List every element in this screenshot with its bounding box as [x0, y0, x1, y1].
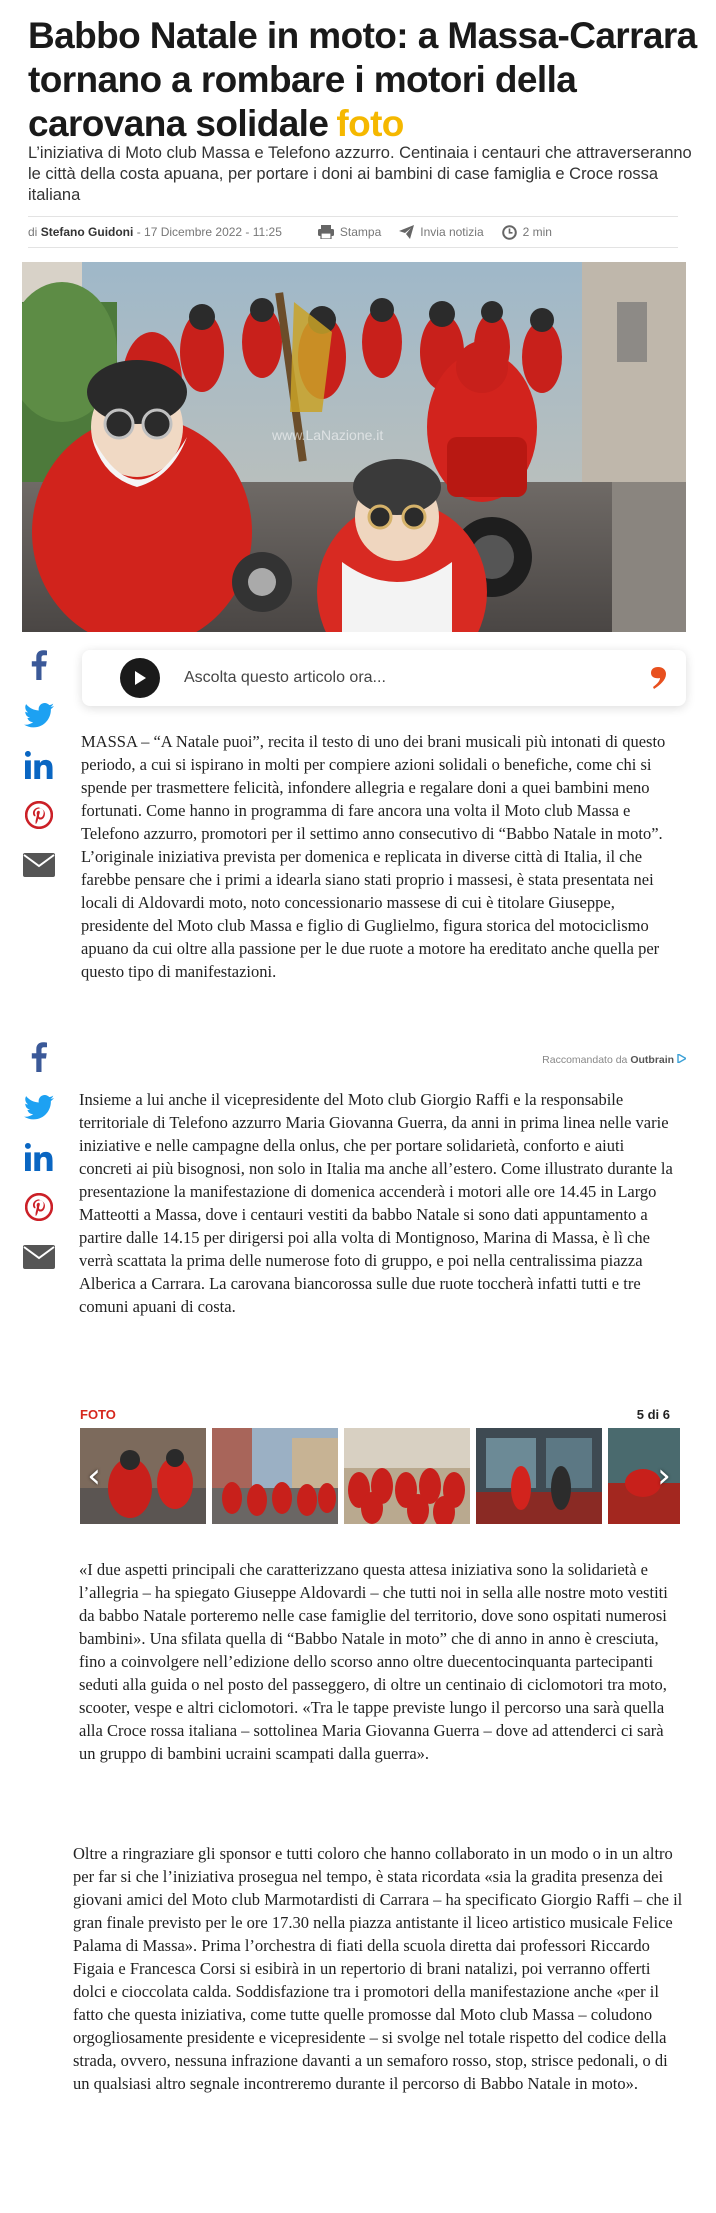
gallery-thumb[interactable]	[212, 1428, 338, 1524]
byline-actions	[318, 225, 552, 240]
audio-play-button[interactable]	[120, 658, 160, 698]
facebook-share-button[interactable]	[22, 648, 56, 682]
chevron-right-icon: ›	[657, 1456, 671, 1496]
outbrain-adchoice-icon	[677, 1054, 686, 1063]
twitter-share-button[interactable]	[22, 698, 56, 732]
pinterest-icon	[25, 1193, 53, 1221]
clock-icon	[502, 225, 517, 240]
send-news-button[interactable]	[399, 225, 483, 239]
facebook-icon	[31, 650, 47, 680]
gallery-label: FOTO	[80, 1407, 116, 1422]
pinterest-share-button[interactable]	[22, 1190, 56, 1224]
share-bar-top	[22, 648, 56, 882]
photo-gallery	[80, 1428, 680, 1524]
audio-player	[82, 650, 686, 706]
byline-author[interactable]: Stefano Guidoni	[40, 225, 134, 239]
play-icon	[133, 670, 147, 686]
share-bar-middle	[22, 1040, 56, 1274]
audio-player-label: Ascolta questo articolo ora...	[184, 669, 386, 686]
body-paragraph-3: «I due aspetti principali che caratterizzano questa attesa iniziativa sono la solidarietà e l’allegria – ha spiegato Giuseppe Aldovardi – che tutti noi in sella alle nostre moto vestiti da babbo Natale porteremo nelle case famiglie del territorio, dove sono ospitati numerosi bambini». Una sfilata quella di “Babbo Natale in moto” che di anno in anno è cresciuta, fino a coinvolgere nell’edizione dello scorso anno oltre duecentocinquanta partecipanti seduti alla guida o nel posto del passeggero, di oltre un centinaio di ciclomotori tra moto, scooter, vespe e altri ciclomotori. «Tra le tappe previste lungo il percorso una sarà quella alla Croce rossa italiana – sottolinea Maria Giovanna Guerra – dove ad attenderci ci sarà un gruppo di bambini ucraini scampati dalla guerra».	[79, 1560, 668, 1763]
print-label: Stampa	[339, 225, 382, 239]
twitter-icon	[24, 1095, 54, 1120]
gallery-header	[80, 1407, 670, 1422]
byline-date: - 17 Dicembre 2022 - 11:25	[136, 225, 282, 239]
chevron-left-icon: ‹	[87, 1456, 101, 1496]
send-news-label: Invia notizia	[420, 225, 484, 239]
outbrain-prefix: Raccomandato da	[542, 1054, 628, 1066]
audio-brand-icon	[650, 667, 666, 689]
gallery-thumb-image	[212, 1428, 338, 1524]
hero-watermark: www.LaNazione.it	[272, 427, 384, 443]
outbrain-recommend[interactable]	[510, 1054, 686, 1066]
headline-foto-tag[interactable]: foto	[336, 103, 404, 144]
byline-prefix: di	[28, 225, 38, 239]
body-paragraph-1: MASSA – “A Natale puoi”, recita il testo di uno dei brani musicali più intonati di questo periodo, a cui si ispirano in molti per compiere azioni solidali o benefiche, come chi si spende per trasmettere felicità, infondere allegria e regalare doni a quei bambini meno fortunati. Come hanno in programma di fare ancora una volta il Moto club Massa e Telefono azzurro, promotori per il settimo anno consecutivo di “Babbo Natale in moto”. L’originale iniziativa prevista per domenica e replicata in diverse città di Italia, il che farebbe pensare che i primi a idearla siano stati proprio i massesi, è stata presentata nei locali di Aldovardi moto, noto concessionario massese di cui è titolare Giuseppe, presidente del Moto club Massa e figlio di Guglielmo, figura storica del motociclismo apuano da cui oltre alla passione per le due ruote a motore ha ereditato anche quella per questo tipo di manifestazioni.	[81, 732, 666, 981]
gallery-thumb[interactable]	[476, 1428, 602, 1524]
twitter-icon	[24, 703, 54, 728]
paper-plane-icon	[399, 225, 414, 239]
print-button[interactable]	[318, 225, 381, 239]
email-share-button[interactable]	[22, 848, 56, 882]
gallery-thumb[interactable]	[344, 1428, 470, 1524]
article-subtitle: L’iniziativa di Moto club Massa e Telefono azzurro. Centinaia i centauri che attraverseranno le città della costa apuana, per portare i doni ai bambini di case famiglia e Croce rossa italiana	[28, 144, 692, 204]
email-icon	[23, 853, 55, 877]
linkedin-share-button[interactable]	[22, 1140, 56, 1174]
byline-bar	[28, 216, 678, 248]
article-headline	[28, 14, 698, 146]
linkedin-share-button[interactable]	[22, 748, 56, 782]
linkedin-icon	[25, 1143, 53, 1171]
outbrain-brand: Outbrain	[630, 1054, 675, 1066]
email-icon	[23, 1245, 55, 1269]
pinterest-icon	[25, 801, 53, 829]
email-share-button[interactable]	[22, 1240, 56, 1274]
facebook-share-button[interactable]	[22, 1040, 56, 1074]
gallery-thumb-image	[344, 1428, 470, 1524]
pinterest-share-button[interactable]	[22, 798, 56, 832]
read-time	[502, 225, 552, 240]
headline-text: Babbo Natale in moto: a Massa-Carrara tornano a rombare i motori della carovana solidale	[28, 15, 697, 144]
linkedin-icon	[25, 751, 53, 779]
body-paragraph-4: Oltre a ringraziare gli sponsor e tutti coloro che hanno collaborato in un modo o in un altro per far si che l’iniziativa prosegua nel tempo, è stata ricordata «sia la gradita presenza dei giovani amici del Moto club Marmotardisti di Carrara – ha specificato Giorgio Raffi – che il gran finale previsto per le ore 17.30 nella piazza antistante il liceo artistico musicale Felice Palama di Massa». Prima l’orchestra di fiati della scuola diretta dai professori Riccardo Figaia e Francesca Corsi si esibirà in un repertorio di brani natalizi, poi verranno offerti dolci e cioccolata calda. Soddisfazione tra i promotori della manifestazione anche «per il fatto che questa iniziativa, come tutte quelle promosse dal Moto club Massa – coludono orgogliosamente presidente e vicepresidente – si svolge nel totale rispetto del codice della strada, ovvero, nessuna infrazione davanti a un semaforo rosso, stop, strisce pedonali, o di un qualsiasi altro segnale incontreremo durante il percorso di Babbo Natale in moto».	[73, 1844, 683, 2093]
facebook-icon	[31, 1042, 47, 1072]
read-time-label: 2 min	[522, 225, 552, 239]
printer-icon	[318, 225, 334, 239]
gallery-counter: 5 di 6	[636, 1407, 670, 1422]
hero-illustration	[22, 262, 686, 632]
hero-photo[interactable]	[22, 262, 686, 632]
gallery-prev-arrow[interactable]	[80, 1458, 108, 1494]
body-paragraph-2: Insieme a lui anche il vicepresidente del Moto club Giorgio Raffi e la responsabile territoriale di Telefono azzurro Maria Giovanna Guerra, da anni in prima linea nelle varie iniziative e nelle campagne della onlus, che per portare solidarietà, conforto e aiuti concreti ai più bisognosi, non solo in Italia ma anche all’estero. Come illustrato durante la presentazione la manifestazione di domenica accenderà i motori alle ore 14.45 in Largo Matteotti a Massa, dove i centauri vestiti da babbo Natale si sono dati appuntamento a partire dalle 14.15 per dirigersi poi alla volta di Montignoso, Marina di Massa, è lì che verrà scattata la prima delle numerose foto di gruppo, e poi nella centralissima piazza Alberica a Carrara. La carovana biancorossa sulle due ruote toccherà infatti tutti e tre comuni apuani di costa.	[79, 1090, 673, 1316]
twitter-share-button[interactable]	[22, 1090, 56, 1124]
gallery-next-arrow[interactable]	[650, 1458, 678, 1494]
gallery-thumb-image	[476, 1428, 602, 1524]
